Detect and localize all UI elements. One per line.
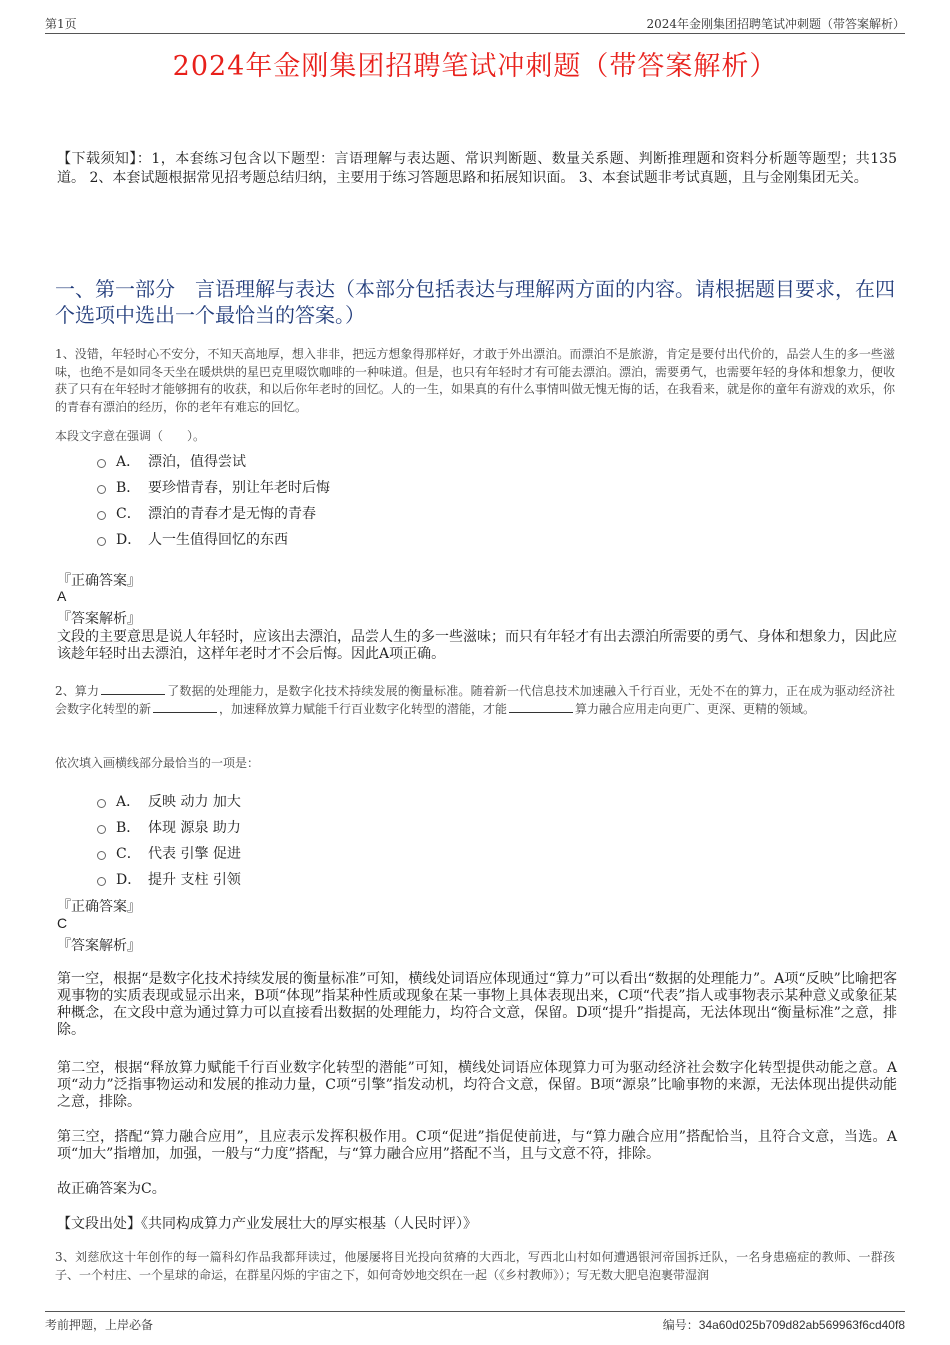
option-text: 漂泊，值得尝试 (148, 454, 246, 470)
footer-code (663, 1316, 905, 1333)
header-doc-title: 2024年金刚集团招聘笔试冲刺题（带答案解析） (646, 17, 905, 31)
question-1-prompt: 本段文字意在强调（ ）。 (55, 429, 206, 443)
option-text: 漂泊的青春才是无悔的青春 (148, 506, 316, 522)
question-1-analysis: 文段的主要意思是说人年轻时，应该出去漂泊，品尝人生的多一些滋味；而只有年轻才有出去漂泊所需要的勇气、身体和想象力，因此应该趁年轻时出去漂泊，这样年老时才不会后悔。因此A项正确。 (57, 629, 897, 662)
radio-icon[interactable] (97, 511, 106, 520)
radio-icon[interactable] (97, 825, 106, 834)
option-text: 提升 支柱 引领 (148, 872, 241, 888)
question-2-stem-part: ，加速释放算力赋能千行百业数字化转型的潜能，才能 (219, 701, 508, 716)
section-heading: 一、第一部分 言语理解与表达（本部分包括表达与理解两方面的内容。请根据题目要求，在四个选项中选出一个最恰当的答案。） (55, 277, 895, 327)
radio-icon[interactable] (97, 877, 106, 886)
header-divider (45, 33, 905, 34)
page-title: 2024年金刚集团招聘笔试冲刺题（带答案解析） (172, 51, 778, 82)
option-text: 代表 引擎 促进 (148, 846, 241, 862)
page-number: 第1页 (45, 17, 77, 31)
question-2-stem (55, 683, 895, 718)
question-2-answer: C (57, 915, 68, 931)
option-text: 反映 动力 加大 (148, 794, 241, 810)
question-1-option-d[interactable] (97, 529, 288, 549)
question-2-option-a[interactable] (97, 791, 241, 811)
question-3-stem: 3、刘慈欣这十年创作的每一篇科幻作品我都拜读过，他屡屡将目光投向贫瘠的大西北，写西北山村如何遭遇银河帝国拆迁队，一名身患癌症的教师、一群孩子、一个村庄、一个星球的命运，在群星闪烁的宇宙之下，如何奇妙地交织在一起（《乡村教师》）；写无数大肥皂泡裹带湿润 (55, 1250, 895, 1282)
footer-divider (45, 1311, 905, 1312)
option-text: 体现 源泉 助力 (148, 820, 241, 836)
fill-blank (153, 701, 217, 713)
question-1-answer-label: 『正确答案』 (57, 573, 141, 589)
radio-icon[interactable] (97, 799, 106, 808)
question-2-option-d[interactable] (97, 869, 241, 889)
question-2-stem-part: 2、算力 (55, 684, 100, 698)
footer-code-value: 34a60d025b709d82ab569963f6cd40f8 (698, 1318, 905, 1332)
radio-icon[interactable] (97, 851, 106, 860)
question-2-stem-part: 了数据的处理能力，是数字化技术持续发展的衡量标准。随着新一代信息技术加速融入千行百业，无处不在的算力，正在成为驱动经济社会数字化转型的新 (55, 684, 895, 716)
question-2-analysis-2: 第二空，根据“释放算力赋能千行百业数字化转型的潜能”可知，横线处词语应体现算力可为驱动经济社会数字化转型提供动能之意。A项“动力”泛指事物运动和发展的推动力量，C项“引擎”指发动机，均符合文意，保留。B项“源泉”比喻事物的来源，无法体现出提供动能之意，排除。 (57, 1060, 897, 1110)
option-letter: B． (116, 820, 141, 836)
question-1-stem: 1、没错，年轻时心不安分，不知天高地厚，想入非非，把远方想象得那样好，才敢于外出漂泊。而漂泊不是旅游，肯定是要付出代价的，品尝人生的多一些滋味，也绝不是如同冬天坐在暖烘烘的星巴克里啜饮咖啡的一种味道。但是，也只有年轻时才有可能去漂泊。漂泊，需要勇气，也需要年轻的身体和想象力，便收获了只有在年轻时才能够拥有的收获，和以后你年老时的回忆。人的一生，如果真的有什么事情叫做无愧无悔的话，在我看来，就是你的童年有游戏的欢乐，你的青春有漂泊的经历，你的老年有难忘的回忆。 (55, 347, 896, 414)
radio-icon[interactable] (97, 459, 106, 468)
question-2-source: 【文段出处】《共同构成算力产业发展壮大的厚实根基（人民时评）》 (57, 1216, 477, 1232)
option-letter: B． (116, 480, 141, 496)
fill-blank (101, 683, 165, 695)
option-letter: C． (116, 506, 141, 522)
question-1-analysis-label: 『答案解析』 (57, 611, 141, 627)
radio-icon[interactable] (97, 485, 106, 494)
footer-slogan: 考前押题，上岸必备 (45, 1318, 154, 1332)
radio-icon[interactable] (97, 537, 106, 546)
option-letter: D． (116, 532, 142, 548)
question-2-option-c[interactable] (97, 843, 241, 863)
download-notice: 【下载须知】：1，本套练习包含以下题型：言语理解与表达题、常识判断题、数量关系题、判断推理题和资料分析题等题型；共135道。 2、本套试题根据常见招考题总结归纳，主要用于练习答题思路和拓展知识面。 3、本套试题非考试真题，且与金刚集团无关。 (57, 151, 897, 186)
footer-code-label: 编号： (662, 1318, 699, 1332)
option-text: 人一生值得回忆的东西 (148, 532, 288, 548)
option-letter: D． (116, 872, 142, 888)
question-2-analysis-label: 『答案解析』 (57, 938, 141, 954)
option-letter: A． (116, 794, 141, 810)
question-1-answer: A (57, 588, 67, 604)
option-text: 要珍惜青春，别让年老时后悔 (148, 480, 330, 496)
question-2-conclusion: 故正确答案为C。 (57, 1181, 166, 1197)
fill-blank (509, 701, 573, 713)
question-2-stem-part: 算力融合应用走向更广、更深、更精的领域。 (575, 701, 816, 716)
question-1-option-b[interactable] (97, 477, 330, 497)
question-2-analysis-1: 第一空，根据“是数字化技术持续发展的衡量标准”可知，横线处词语应体现通过“算力”可以看出“数据的处理能力”。A项“反映”比喻把客观事物的实质表现或显示出来，B项“体现”指某种性质或现象在某一事物上具体表现出来，C项“代表”指人或事物表示某种意义或象征某种概念，在文段中意为通过算力可以直接看出数据的处理能力，均符合文意，保留。D项“提升”指提高，无法体现出“衡量标准”之意，排除。 (57, 971, 897, 1038)
question-2-prompt: 依次填入画横线部分最恰当的一项是： (55, 756, 260, 770)
option-letter: C． (116, 846, 141, 862)
question-2-analysis-3: 第三空，搭配“算力融合应用”，且应表示发挥积极作用。C项“促进”指促使前进，与“算力融合应用”搭配恰当，且符合文意，当选。A项“加大”指增加，加强，一般与“力度”搭配，与“算力融合应用”搭配不当，且与文意不符，排除。 (57, 1129, 897, 1162)
option-letter: A． (116, 454, 141, 470)
question-1-option-a[interactable] (97, 451, 246, 471)
question-2-answer-label: 『正确答案』 (57, 899, 141, 915)
question-1-option-c[interactable] (97, 503, 316, 523)
question-2-option-b[interactable] (97, 817, 241, 837)
